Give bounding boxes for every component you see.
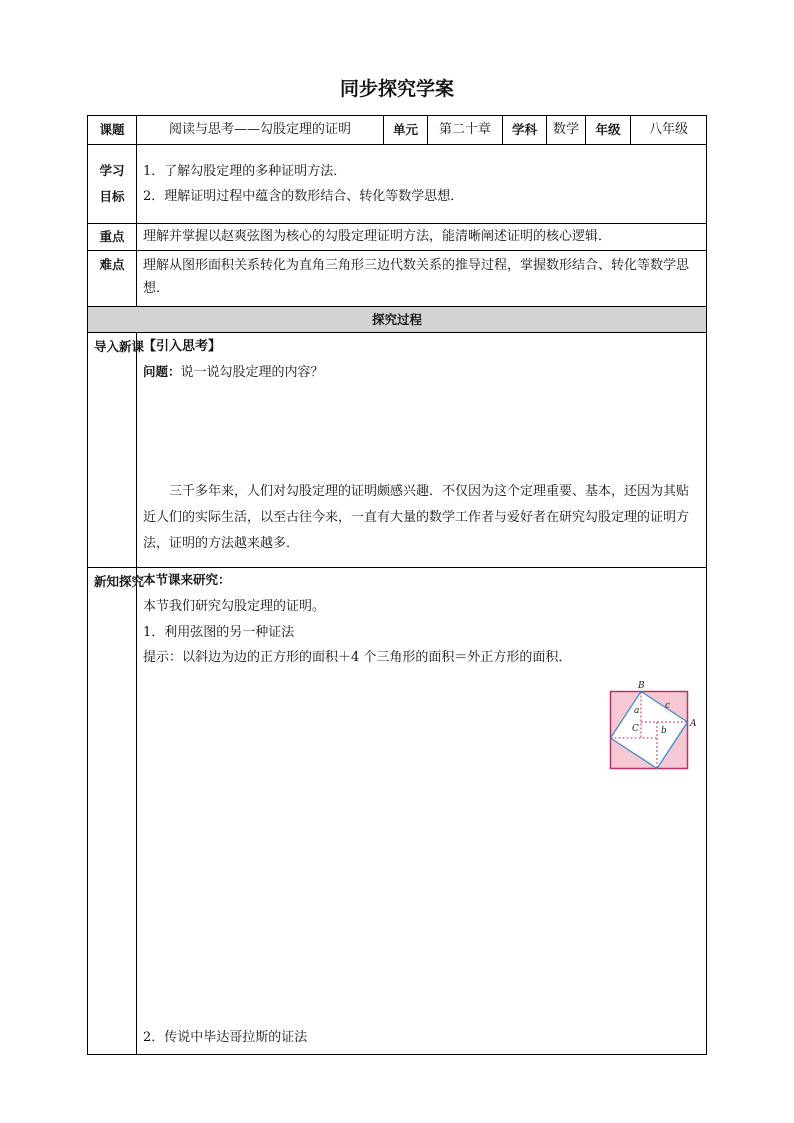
label-a: a (634, 706, 640, 716)
goal-item: 2．理解证明过程中蕴含的数形结合、转化等数学思想． (143, 189, 464, 204)
label-b: b (661, 726, 667, 736)
unit-value: 第二十章 (428, 116, 503, 145)
difficulty-text: 理解从图形面积关系转化为直角三角形三边代数关系的推导过程，掌握数形结合、转化等数学思想． (137, 251, 707, 307)
goals-content (137, 145, 707, 224)
subject-value: 数学 (547, 116, 586, 145)
new-hint: 提示：以斜边为边的正方形的面积＋4 个三角形的面积＝外正方形的面积． (143, 650, 572, 665)
key-point-text: 理解并掌握以赵爽弦图为核心的勾股定理证明方法，能清晰阐述证明的核心逻辑． (137, 224, 707, 251)
label-c: c (665, 701, 671, 711)
intro-paragraph: 三千多年来，人们对勾股定理的证明颇感兴趣．不仅因为这个定理重要、基本，还因为其贴近人们的实际生活，以至古往今来，一直有大量的数学工作者与爱好者在研究勾股定理的证明方法，证明的方法越来越多． (143, 484, 690, 552)
process-header: 探究过程 (88, 307, 707, 333)
process-header-row (88, 307, 707, 333)
difficulty-label: 难点 (88, 251, 137, 307)
lesson-table (87, 115, 707, 1055)
key-point-row (88, 224, 707, 251)
page-title: 同步探究学案 (339, 78, 454, 100)
topic-label: 课题 (88, 116, 137, 145)
label-B: B (638, 681, 645, 691)
intro-question (143, 362, 700, 383)
new-knowledge-row (88, 568, 707, 1055)
new-heading: 本节课来研究： (143, 572, 231, 587)
subject-label: 学科 (503, 116, 547, 145)
new-item2: 2．传说中毕达哥拉斯的证法 (143, 1029, 308, 1045)
label-A: A (690, 719, 697, 729)
new-content (137, 568, 707, 1055)
proof-figure (604, 679, 702, 773)
intro-heading: 【引入思考】 (143, 339, 222, 354)
goals-row (88, 145, 707, 224)
intro-row (88, 333, 707, 568)
label-C: C (632, 724, 639, 734)
difficulty-row (88, 251, 707, 307)
grade-label: 年级 (586, 116, 631, 145)
intro-label: 导入新课 (88, 333, 137, 568)
new-line1: 本节我们研究勾股定理的证明。 (143, 599, 326, 614)
goals-label-text: 学习目标 (99, 162, 125, 204)
goals-label (88, 145, 137, 224)
question-label: 问题： (143, 364, 181, 380)
question-text: 说一说勾股定理的内容？ (180, 365, 324, 381)
header-row (88, 116, 707, 145)
key-point-label: 重点 (88, 224, 137, 251)
new-label: 新知探究 (88, 568, 137, 1055)
new-item1: 1．利用弦图的另一种证法 (143, 624, 295, 640)
grade-value: 八年级 (631, 116, 707, 145)
goal-item: 1．了解勾股定理的多种证明方法． (143, 163, 347, 179)
unit-label: 单元 (384, 116, 428, 145)
intro-content (137, 333, 707, 568)
topic-value: 阅读与思考——勾股定理的证明 (137, 116, 384, 145)
